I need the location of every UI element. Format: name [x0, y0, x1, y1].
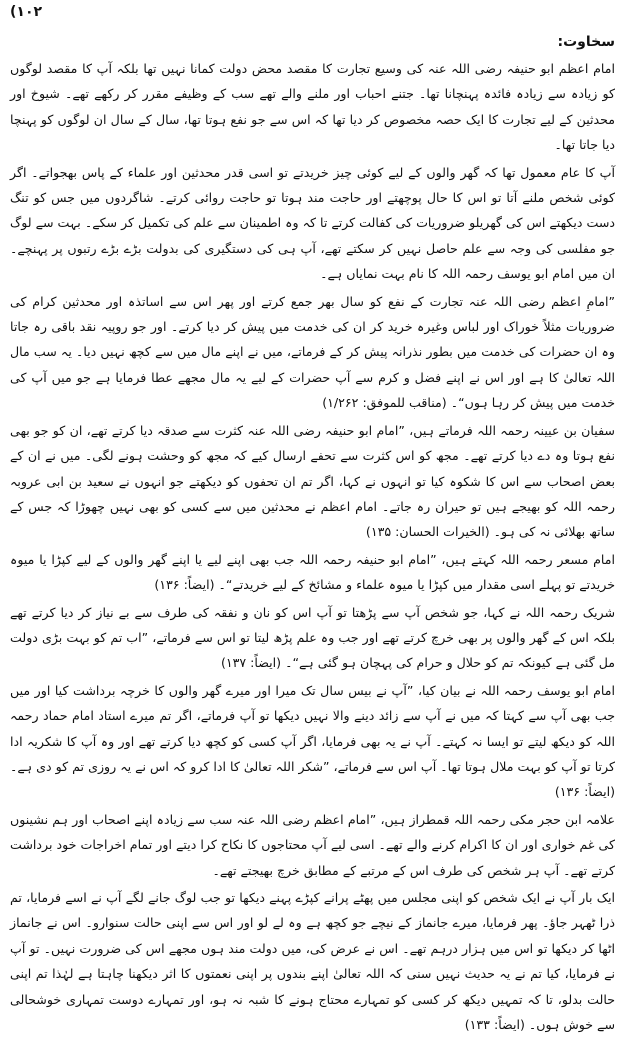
paragraph: امام اعظم ابو حنیفہ رضی اللہ عنہ کی وسیع تجارت کا مقصد محض دولت کمانا نہیں تھا بلکہ آپ کا مقصد لوگوں کو زیادہ سے زیادہ فائدہ پہنچانا تھا۔ جتنے احباب اور ملنے والے تھے سب کے وظیفے مقرر کر رکھے تھے۔ شیوخ اور محدثین کے لیے تجارت کا ایک حصہ مخصوص کر دیا تھا کہ اس سے جو نفع ہوتا تھا، سال کے سال ان لوگوں کو پہنچا دیا جاتا تھا۔: [10, 61, 615, 153]
page-number: (۱۰۲: [10, 4, 43, 20]
paragraph: ”امامِ اعظم رضی اللہ عنہ تجارت کے نفع کو سال بھر جمع کرتے اور پھر اس سے اساتذہ اور محدثین کرام کی ضروریات مثلاً خوراک اور لباس وغیرہ خرید کر ان کی خدمت میں پیش کر دیا کرتے۔ اور جو روپیہ نقد باقی رہ جاتا وہ ان حضرات کی خدمت میں بطور نذرانہ پیش کر کے فرماتے، میں نے اپنے مال میں سے کچھ نہیں دیا۔ یہ سب مال اللہ تعالیٰ کا ہے اور اس نے اپنے فضل و کرم سے آپ حضرات کے لیے یہ مال مجھے عطا فرمایا ہے جو میں آپ کی خدمت میں پیش کر رہا ہوں“۔ (مناقب للموفق: ۱/۲۶۲): [10, 293, 615, 411]
paragraph: ایک بار آپ نے ایک شخص کو اپنی مجلس میں پھٹے پرانے کپڑے پہنے دیکھا تو جب لوگ جانے لگے آپ نے اسے فرمایا، تم ذرا ٹھہر جاؤ۔ پھر فرمایا، میرے جانماز کے نیچے جو کچھ ہے وہ لے لو اور اس سے اپنی حالت سنوارو۔ اس نے جانماز اٹھا کر دیکھا تو اس میں ہزار درہم تھے۔ اس نے عرض کی، میں دولت مند ہوں مجھے اس کی ضرورت نہیں۔ تو آپ نے فرمایا، کیا تم نے یہ حدیث نہیں سنی کہ اللہ تعالیٰ اپنے بندوں پر اپنی نعمتوں کا اثر دیکھنا چاہتا ہے لہٰذا تم اپنی حالت بدلو، تا کہ تمہیں دیکھ کر کسی کو تمہارے محتاج ہونے کا شبہ نہ ہو، اور تمہارے دوست تمہاری خوشحالی سے خوش ہوں۔ (ایضاً: ۱۳۳): [10, 890, 615, 1033]
paragraph: علامہ ابن حجر مکی رحمہ اللہ قمطراز ہیں، ”امام اعظم رضی اللہ عنہ سب سے زیادہ اپنے اصحاب اور ہم نشینوں کی غم خواری اور ان کا اکرام کرنے والے تھے۔ اسی لیے آپ محتاجوں کا نکاح کرا دیتے اور تمام اخراجات خود برداشت کرتے تھے۔ آپ ہر شخص کی طرف اس کے مرتبے کے مطابق خرچ بھیجتے تھے۔: [10, 811, 615, 878]
section-heading: سخاوت:: [557, 34, 615, 50]
book-page: [10, 4, 615, 1033]
paragraph: امام مسعر رحمہ اللہ کہتے ہیں، ”امام ابو حنیفہ رحمہ اللہ جب بھی اپنے لیے یا اپنے گھر والوں کے لیے کپڑا یا میوہ خریدتے تو پہلے اسی مقدار میں کپڑا یا میوہ علماء و مشائخ کے لیے خریدتے“۔ (ایضاً: ۱۳۶): [10, 551, 615, 593]
paragraph: آپ کا عام معمول تھا کہ گھر والوں کے لیے کوئی چیز خریدتے تو اسی قدر محدثین اور علماء کے پاس بھجواتے۔ اگر کوئی شخص ملنے آتا تو اس کا حال پوچھتے اور حاجت مند ہوتا تو حاجت روائی کرتے۔ شاگردوں میں جس کو تنگ دست دیکھتے اس کی گھریلو ضروریات کی کفالت کرتے تا کہ وہ اطمینان سے علم کی تکمیل کر سکے۔ بہت سے لوگ جو مفلسی کی وجہ سے علم حاصل نہیں کر سکتے تھے، آپ ہی کی دستگیری کی بدولت بڑے بڑے رتبوں پر پہنچے۔ ان میں امام ابو یوسف رحمہ اللہ کا نام بہت نمایاں ہے۔: [10, 164, 615, 282]
paragraph: امام ابو یوسف رحمہ اللہ نے بیان کیا، ”آپ نے بیس سال تک میرا اور میرے گھر والوں کا خرچہ برداشت کیا اور میں جب بھی آپ سے کہتا کہ میں نے آپ سے زائد دینے والا نہیں دیکھا تو آپ فرماتے، اگر تم میرے استاد امام حماد رحمہ اللہ کو دیکھ لیتے تو ایسا نہ کہتے۔ آپ نے یہ بھی فرمایا، اگر آپ کسی کو کچھ دیا کرتے تھے اور وہ آپ کا شکریہ ادا کرتا تو آپ کو بہت ملال ہوتا تھا۔ آپ اس سے فرماتے، ”شکر اللہ تعالیٰ کا ادا کرو کہ اس نے یہ روزی تم کو دی ہے۔ (ایضاً: ۱۳۶): [10, 682, 615, 800]
urdu-text-body: [10, 30, 615, 1039]
paragraph: شریک رحمہ اللہ نے کہا، جو شخص آپ سے پڑھتا تو آپ اس کو نان و نفقہ کی طرف سے بے نیاز کر دیا کرتے تھے بلکہ اس کے گھر والوں پر بھی خرچ کرتے تھے اور جب وہ علم پڑھ لیتا تو اس سے فرماتے، ”اب تم کو بہت بڑی دولت مل گئی ہے کیونکہ تم کو حلال و حرام کی پہچان ہو گئی ہے“۔ (ایضاً: ۱۳۷): [10, 604, 615, 671]
paragraph: سفیان بن عیینہ رحمہ اللہ فرماتے ہیں، ”امام ابو حنیفہ رضی اللہ عنہ کثرت سے صدقہ دیا کرتے تھے، ان کو جو بھی نفع ہوتا وہ دے دیا کرتے تھے۔ مجھ کو اس کثرت سے تحفے ارسال کیے کہ مجھ کو وحشت ہونے لگی۔ میں نے ان کے بعض اصحاب سے اس کا شکوہ کیا تو انہوں نے کہا، اگر تم ان تحفوں کو دیکھتے جو انہوں نے سعید بن ابی عروبہ رحمہ اللہ کو بھیجے ہیں تو حیران رہ جاتے۔ امام اعظم نے محدثین میں سے کسی کو بھی نہیں چھوڑا کہ جس کے ساتھ بھلائی نہ کی ہو۔ (الخیرات الحسان: ۱۳۵): [10, 422, 615, 540]
